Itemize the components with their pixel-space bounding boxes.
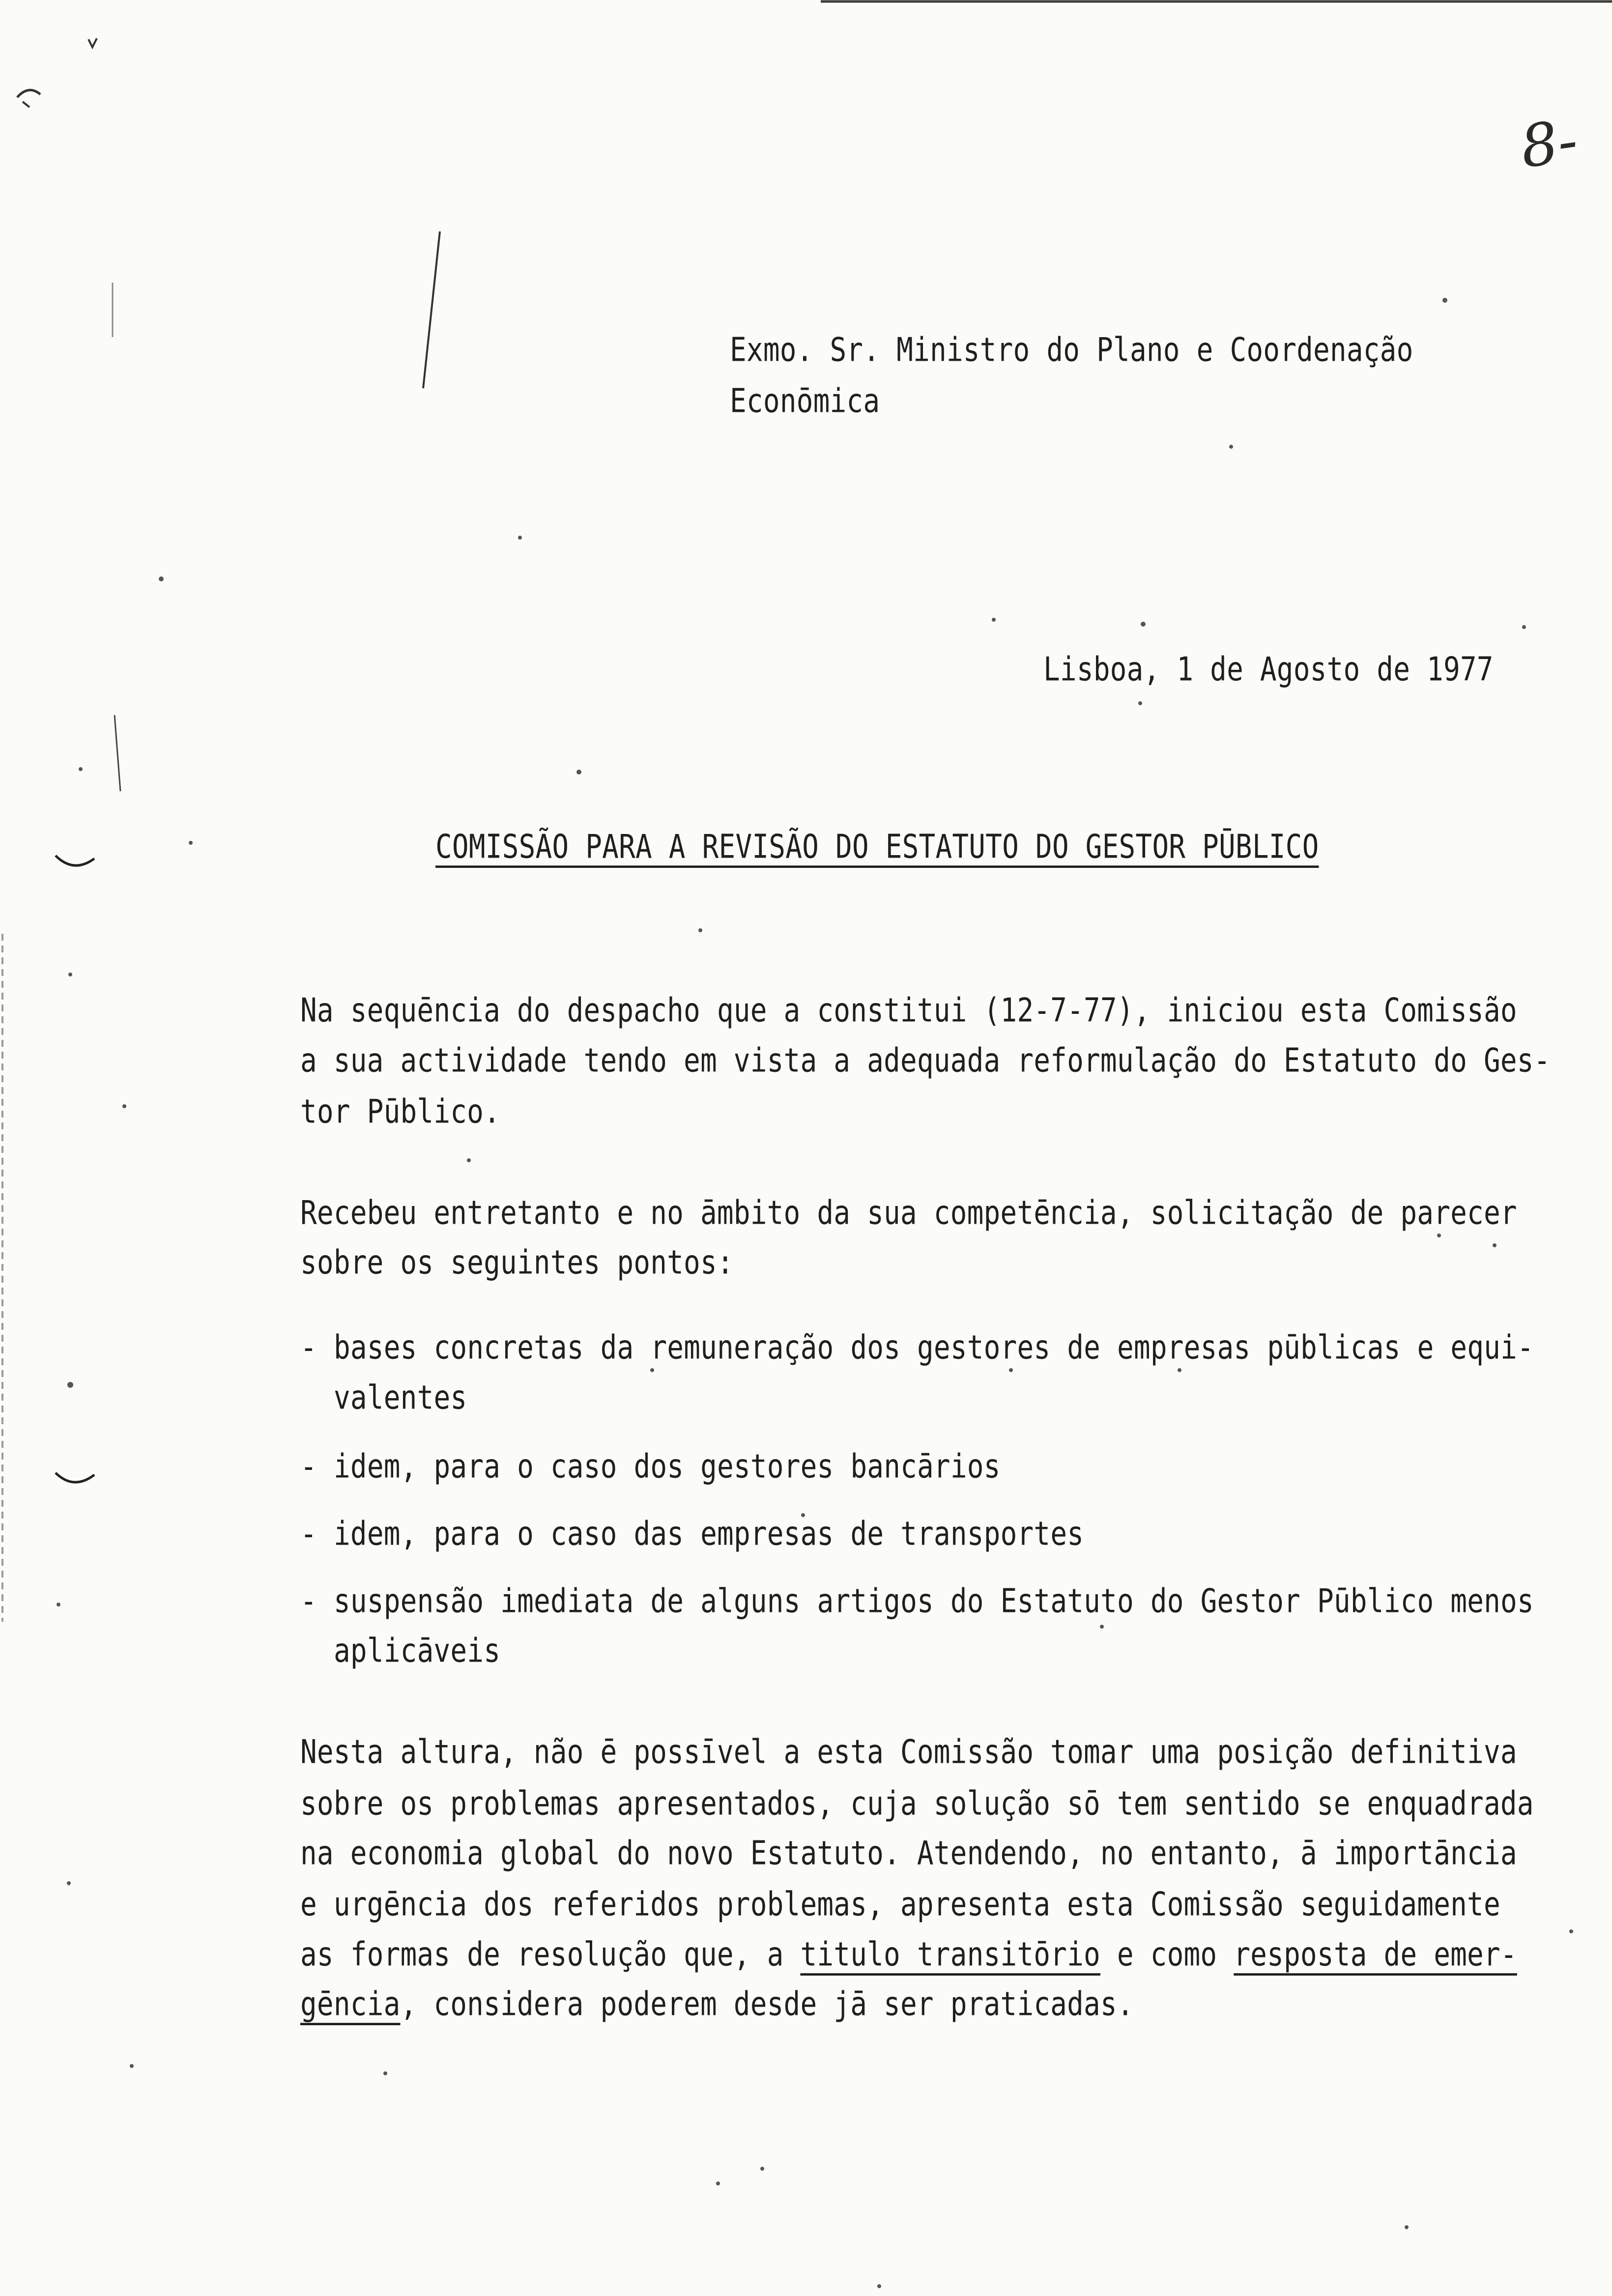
speck bbox=[67, 1881, 71, 1885]
underlined-phrase: titulo transitōrio bbox=[800, 1935, 1100, 1974]
speck bbox=[57, 1603, 60, 1607]
text-segment: as formas de resolução que, a bbox=[300, 1935, 801, 1974]
bullet-marker: - bbox=[300, 1582, 317, 1621]
pen-stroke bbox=[423, 231, 440, 388]
speck bbox=[1405, 2225, 1409, 2229]
point-text: idem, para o caso dos gestores bancārios bbox=[334, 1447, 1001, 1486]
scan-smudge bbox=[88, 38, 97, 47]
speck bbox=[1100, 1625, 1104, 1629]
point-text: idem, para o caso das empresas de transportes bbox=[334, 1515, 1084, 1553]
speck bbox=[1437, 1234, 1441, 1237]
speck bbox=[698, 928, 702, 932]
point-text: aplicāveis bbox=[334, 1632, 501, 1670]
speck bbox=[576, 770, 581, 775]
speck bbox=[1522, 625, 1526, 629]
paragraph-3-line: Nesta altura, não ē possīvel a esta Comissão tomar uma posição definitiva bbox=[300, 1733, 1517, 1772]
speck bbox=[68, 973, 72, 976]
paragraph-3-line bbox=[300, 1934, 1517, 1976]
speck bbox=[518, 536, 522, 540]
speck bbox=[1009, 1368, 1013, 1372]
speck bbox=[67, 1382, 73, 1388]
speck bbox=[1138, 701, 1142, 705]
addressee-line-2: Econōmica bbox=[730, 382, 880, 421]
speck bbox=[992, 618, 996, 622]
speck bbox=[877, 2284, 881, 2288]
bullet-marker: - bbox=[300, 1515, 317, 1553]
speck bbox=[1493, 1243, 1497, 1247]
speck bbox=[716, 2181, 720, 2185]
speck bbox=[467, 1158, 471, 1162]
point-text: bases concretas da remuneração dos gestores de empresas pūblicas e equi- bbox=[334, 1328, 1534, 1367]
margin-mark bbox=[115, 715, 120, 791]
underlined-phrase: gēncia bbox=[300, 1985, 401, 2024]
paragraph-1-line: Na sequēncia do despacho que a constitui (12-7-77), iniciou esta Comissão bbox=[300, 991, 1517, 1030]
paragraph-3-line: sobre os problemas apresentados, cuja solução sō tem sentido se enquadrada bbox=[300, 1784, 1534, 1823]
paragraph-2-line: Recebeu entretanto e no āmbito da sua competēncia, solicitação de parecer bbox=[300, 1194, 1517, 1233]
speck bbox=[189, 841, 193, 845]
speck bbox=[1442, 298, 1447, 303]
text-segment: , considera poderem desde jā ser praticadas. bbox=[400, 1985, 1134, 2024]
speck bbox=[122, 1104, 126, 1108]
scan-smudge bbox=[23, 102, 29, 107]
speck bbox=[1229, 445, 1233, 449]
speck bbox=[383, 2071, 387, 2075]
paragraph-3-line bbox=[300, 1984, 1134, 2025]
speck bbox=[159, 576, 164, 581]
subject-line bbox=[435, 827, 1319, 868]
underlined-phrase: resposta de emer- bbox=[1234, 1935, 1517, 1974]
speck bbox=[1178, 1368, 1181, 1372]
point-text: suspensão imediata de alguns artigos do Estatuto do Gestor Pūblico menos bbox=[334, 1582, 1534, 1621]
subject-heading: COMISSÃO PARA A REVISÃO DO ESTATUTO DO GESTOR PŪBLICO bbox=[435, 828, 1319, 866]
speck bbox=[1569, 1929, 1573, 1933]
scan-smudge bbox=[17, 90, 40, 97]
speck bbox=[760, 2167, 764, 2171]
speck bbox=[79, 767, 83, 771]
paragraph-1-line: tor Pūblico. bbox=[300, 1092, 500, 1131]
paragraph-3-line: e urgēncia dos referidos problemas, apresenta esta Comissão seguidamente bbox=[300, 1885, 1500, 1924]
punch-hole-shadow bbox=[56, 856, 94, 865]
date-line: Lisboa, 1 de Agosto de 1977 bbox=[1043, 650, 1494, 689]
paragraph-3-line: na economia global do novo Estatuto. Atendendo, no entanto, ā importāncia bbox=[300, 1834, 1517, 1873]
addressee-line-1: Exmo. Sr. Ministro do Plano e Coordenação bbox=[730, 331, 1413, 370]
paragraph-1-line: a sua actividade tendo em vista a adequada reformulação do Estatuto do Ges- bbox=[300, 1041, 1551, 1080]
bullet-marker: - bbox=[300, 1328, 317, 1367]
paragraph-2-line: sobre os seguintes pontos: bbox=[300, 1243, 734, 1282]
speck bbox=[1141, 622, 1146, 627]
bullet-marker: - bbox=[300, 1447, 317, 1486]
punch-hole-shadow bbox=[56, 1473, 94, 1482]
text-segment: e como bbox=[1100, 1935, 1234, 1974]
speck bbox=[650, 1368, 654, 1372]
point-text: valentes bbox=[334, 1378, 467, 1417]
handwritten-page-mark: 8- bbox=[1516, 106, 1582, 181]
speck bbox=[130, 2064, 134, 2068]
